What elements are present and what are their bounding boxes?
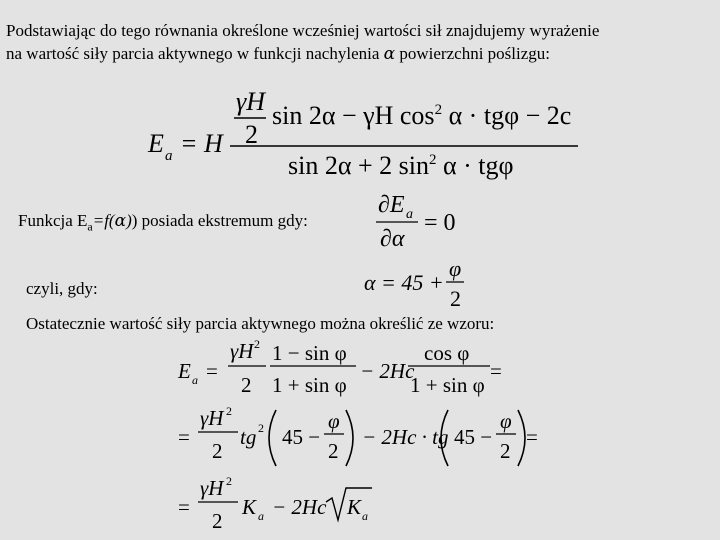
- f2l1-sup2: 2: [254, 337, 260, 351]
- f2l2-inner2: 45 −: [454, 425, 493, 449]
- formula-1: [147, 87, 578, 180]
- f2l3-K2-sub: a: [362, 509, 368, 523]
- f2l3-K-sub: a: [258, 509, 264, 523]
- formula1-small-two: 2: [245, 120, 258, 149]
- f2l2-minus: − 2Hc · tg: [362, 425, 449, 449]
- intro-line-2-after: powierzchni poślizgu:: [395, 44, 550, 63]
- alpha-symbol: α: [383, 44, 396, 64]
- function-text-sub: a: [87, 219, 93, 234]
- f2l1-E-sub: a: [192, 373, 198, 387]
- f2l2-right-paren-1: [346, 410, 353, 466]
- czyli-label: czyli, gdy:: [26, 279, 98, 298]
- intro-line-1-text: Podstawiając do tego równania określone wcześniej wartości sił znajdujemy wyrażenie: [6, 21, 600, 40]
- f2l1-cos-num: cos φ: [424, 341, 470, 365]
- f2l2-left-paren-1: [269, 410, 276, 466]
- function-text: Funkcja $E_a=f(\alpha)$) posiada ekstremum gdy:: [18, 211, 308, 234]
- f2l3-minus: − 2Hc: [272, 495, 327, 519]
- function-text-suffix: ) posiada ekstremum gdy:: [131, 211, 308, 230]
- f2l3-K2: K: [347, 495, 362, 519]
- formula1-numerator: sin 2α − γH $\cos^2 \alpha \cdot tg\varphi - 2c$: [272, 101, 572, 130]
- f2l1-frac-den: 1 + sin φ: [272, 373, 347, 397]
- function-text-prefix: Funkcja E: [18, 211, 88, 230]
- final-text-label: Ostatecznie wartość siły parcia aktywnego można określić ze wzoru:: [26, 314, 495, 333]
- f2l1-E: E: [178, 359, 191, 383]
- derivative-partial-E: ∂E: [378, 192, 405, 218]
- intro-line-2-before: na wartość siły parcia aktywnego w funkcji nachylenia: [6, 44, 384, 63]
- f2l1-frac-num: 1 − sin φ: [272, 341, 347, 365]
- f2l3-sup2: 2: [226, 474, 232, 488]
- f2l1-eq-end: =: [490, 359, 502, 383]
- f2l1-cos-den: 1 + sin φ: [410, 373, 485, 397]
- f2l2-sup2: 2: [226, 404, 232, 418]
- f2l2-phi2: φ: [500, 409, 512, 433]
- f2l3-eq: =: [178, 495, 190, 519]
- derivative-sub: a: [406, 207, 413, 222]
- formula1-eq-H: = H: [180, 129, 223, 158]
- formula1-E: E: [148, 129, 164, 158]
- f2l2-gammaH: γH: [200, 406, 224, 430]
- derivative-eq-zero: = 0: [424, 210, 456, 236]
- formula1-gammaH: γH: [236, 87, 266, 116]
- f2l2-two: 2: [212, 439, 223, 463]
- formula-2-line-3: [178, 474, 372, 533]
- f2l1-two: 2: [241, 373, 252, 397]
- f2l2-right-paren-2: [518, 410, 525, 466]
- formula1-E-sub: a: [165, 148, 173, 164]
- formula-2-line-1: [177, 337, 502, 397]
- function-text-alpha: α: [114, 211, 127, 231]
- alpha-eq-lhs: α = 45 +: [364, 270, 444, 295]
- f2l2-eq: =: [178, 425, 190, 449]
- alpha-equation: [364, 256, 464, 311]
- f2l2-phi-den: 2: [328, 439, 339, 463]
- f2l3-gammaH: γH: [200, 476, 224, 500]
- function-text-middle: =f(: [92, 211, 115, 230]
- f2l3-two: 2: [212, 509, 223, 533]
- f2l2-inner: 45 −: [282, 425, 321, 449]
- f2l3-K: K: [242, 495, 257, 519]
- alpha-eq-phi: φ: [449, 256, 462, 281]
- f2l1-minus-2Hc: − 2Hc: [360, 359, 415, 383]
- formula1-denominator: sin 2α + 2 $\sin^2 \alpha \cdot tg\varphi$: [288, 151, 514, 180]
- f2l1-gammaH: γH: [230, 339, 254, 363]
- f2l2-phi: φ: [328, 409, 340, 433]
- f2l1-eq: =: [206, 359, 218, 383]
- derivative-formula: [376, 192, 456, 252]
- alpha-eq-two: 2: [450, 286, 461, 311]
- f2l2-phi2-den: 2: [500, 439, 511, 463]
- f2l2-tg: tg: [240, 425, 257, 449]
- f2l2-eq-end: =: [526, 425, 538, 449]
- f2l2-tg-sup: 2: [258, 421, 264, 435]
- formula-2-line-2: [178, 404, 538, 466]
- derivative-partial-alpha: ∂α: [380, 226, 405, 252]
